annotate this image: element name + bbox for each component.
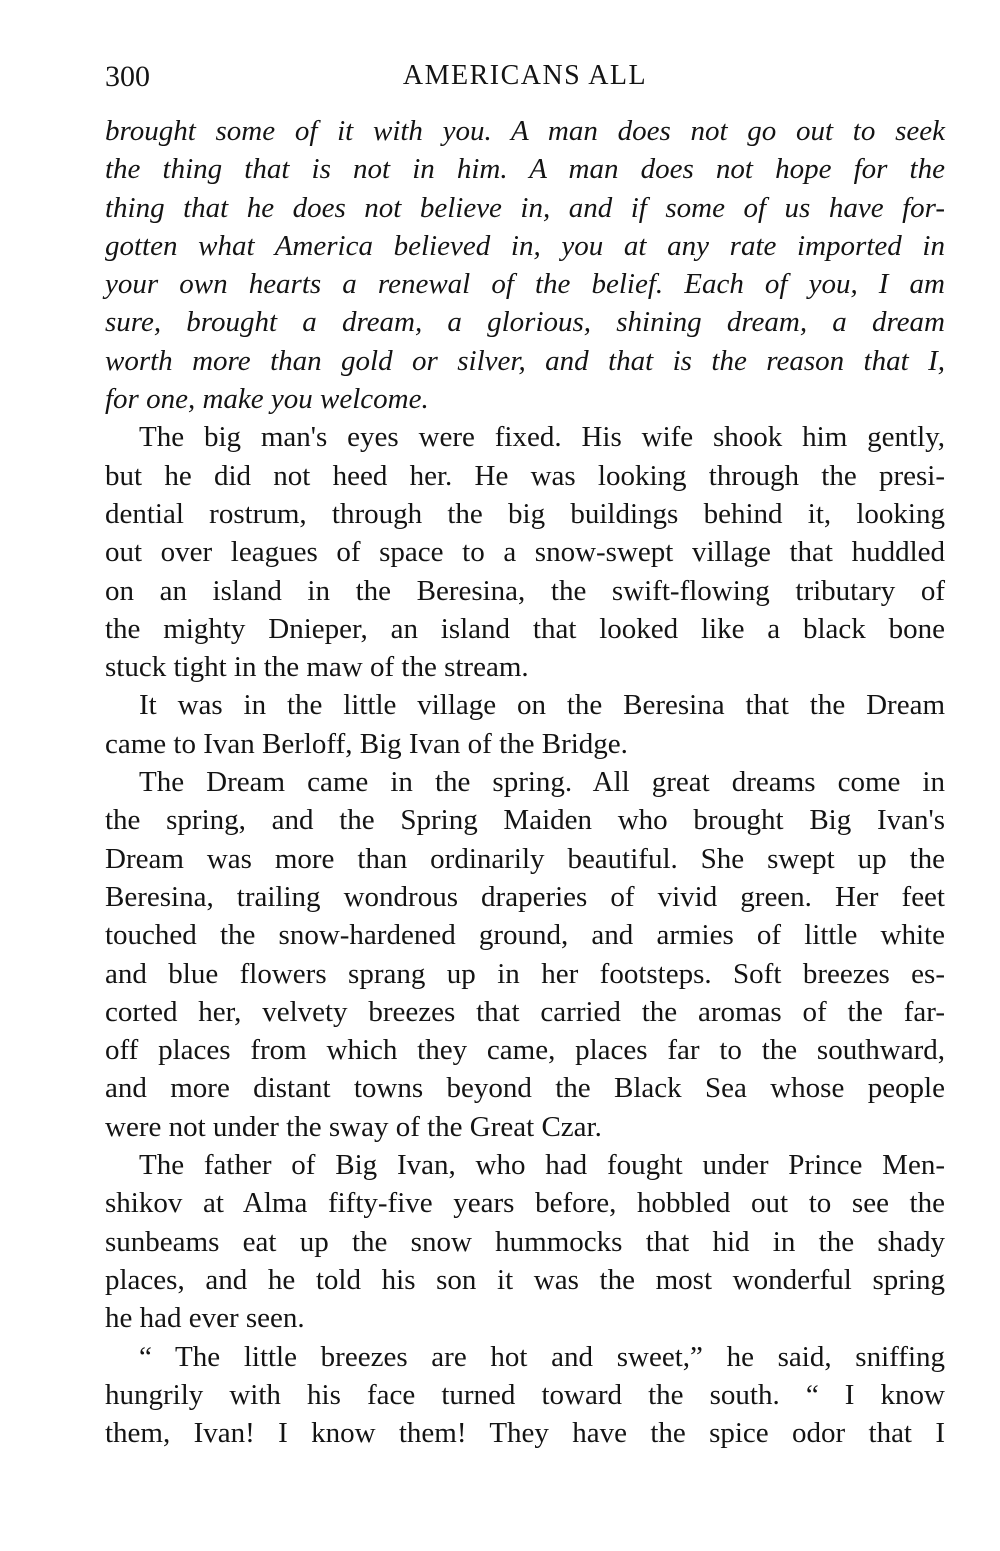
text-line: them, Ivan! I know them! They have the spice odor that I (105, 1417, 945, 1450)
text-line: came to Ivan Berloff, Big Ivan of the Bridge. (105, 727, 628, 760)
text-line: but he did not heed her. He was looking through the presi- (105, 459, 945, 492)
page-header (105, 60, 945, 96)
running-title: AMERICANS ALL (402, 60, 648, 91)
text-line: the thing that is not in him. A man does not hope for the (105, 153, 945, 186)
text-line: and more distant towns beyond the Black Sea whose people (105, 1072, 945, 1105)
text-line: Beresina, trailing wondrous draperies of vivid green. Her feet (105, 880, 945, 913)
text-line: brought some of it with you. A man does not go out to seek (105, 115, 945, 147)
text-line: thing that he does not believe in, and if some of us have for- (105, 191, 945, 224)
text-line: and blue flowers sprang up in her footsteps. Soft breezes es- (105, 957, 945, 990)
body-text (105, 112, 945, 1452)
text-line: places, and he told his son it was the most wonderful spring (105, 1263, 945, 1296)
text-line: out over leagues of space to a snow-swept village that huddled (105, 536, 945, 569)
text-line: gotten what America believed in, you at any rate imported in (105, 229, 945, 262)
text-line: Dream was more than ordinarily beautiful. She swept up the (105, 842, 945, 875)
text-line: were not under the sway of the Great Czar. (105, 1110, 602, 1143)
text-line: for one, make you welcome. (105, 383, 429, 416)
text-line: dential rostrum, through the big buildings behind it, looking (105, 497, 945, 530)
text-line: sunbeams eat up the snow hummocks that hid in the shady (105, 1225, 945, 1258)
text-line: on an island in the Beresina, the swift-flowing tributary of (105, 574, 945, 607)
text-line: The father of Big Ivan, who had fought under Prince Men- (139, 1149, 945, 1182)
text-line: worth more than gold or silver, and that is the reason that I, (105, 344, 945, 377)
text-line: hungrily with his face turned toward the south. “ I know (105, 1378, 945, 1411)
text-line: “ The little breezes are hot and sweet,” he said, sniffing (139, 1340, 945, 1373)
text-line: touched the snow-hardened ground, and armies of little white (105, 919, 945, 952)
paragraph-big-mans-eyes (105, 418, 945, 686)
text-line: off places from which they came, places far to the southward, (105, 1034, 945, 1067)
paragraph-dream-in-spring (105, 763, 945, 1146)
paragraph-little-breezes (105, 1338, 945, 1453)
text-line: It was in the little village on the Beresina that the Dream (139, 689, 945, 722)
paragraph-little-village (105, 686, 945, 763)
text-line: the mighty Dnieper, an island that looked like a black bone (105, 612, 945, 645)
text-line: stuck tight in the maw of the stream. (105, 651, 529, 684)
text-line: your own hearts a renewal of the belief. Each of you, I am (105, 268, 945, 301)
paragraph-quote-continuation (105, 112, 945, 418)
text-line: The Dream came in the spring. All great dreams come in (139, 766, 945, 799)
text-line: shikov at Alma fifty-five years before, hobbled out to see the (105, 1187, 945, 1220)
text-line: corted her, velvety breezes that carried the aromas of the far- (105, 995, 945, 1028)
text-line: The big man's eyes were fixed. His wife shook him gently, (139, 421, 945, 454)
text-line: the spring, and the Spring Maiden who brought Big Ivan's (105, 804, 945, 837)
text-line: he had ever seen. (105, 1302, 305, 1335)
page-number: 300 (105, 60, 150, 93)
text-line: sure, brought a dream, a glorious, shining dream, a dream (105, 306, 945, 339)
paragraph-father-of-big-ivan (105, 1146, 945, 1337)
